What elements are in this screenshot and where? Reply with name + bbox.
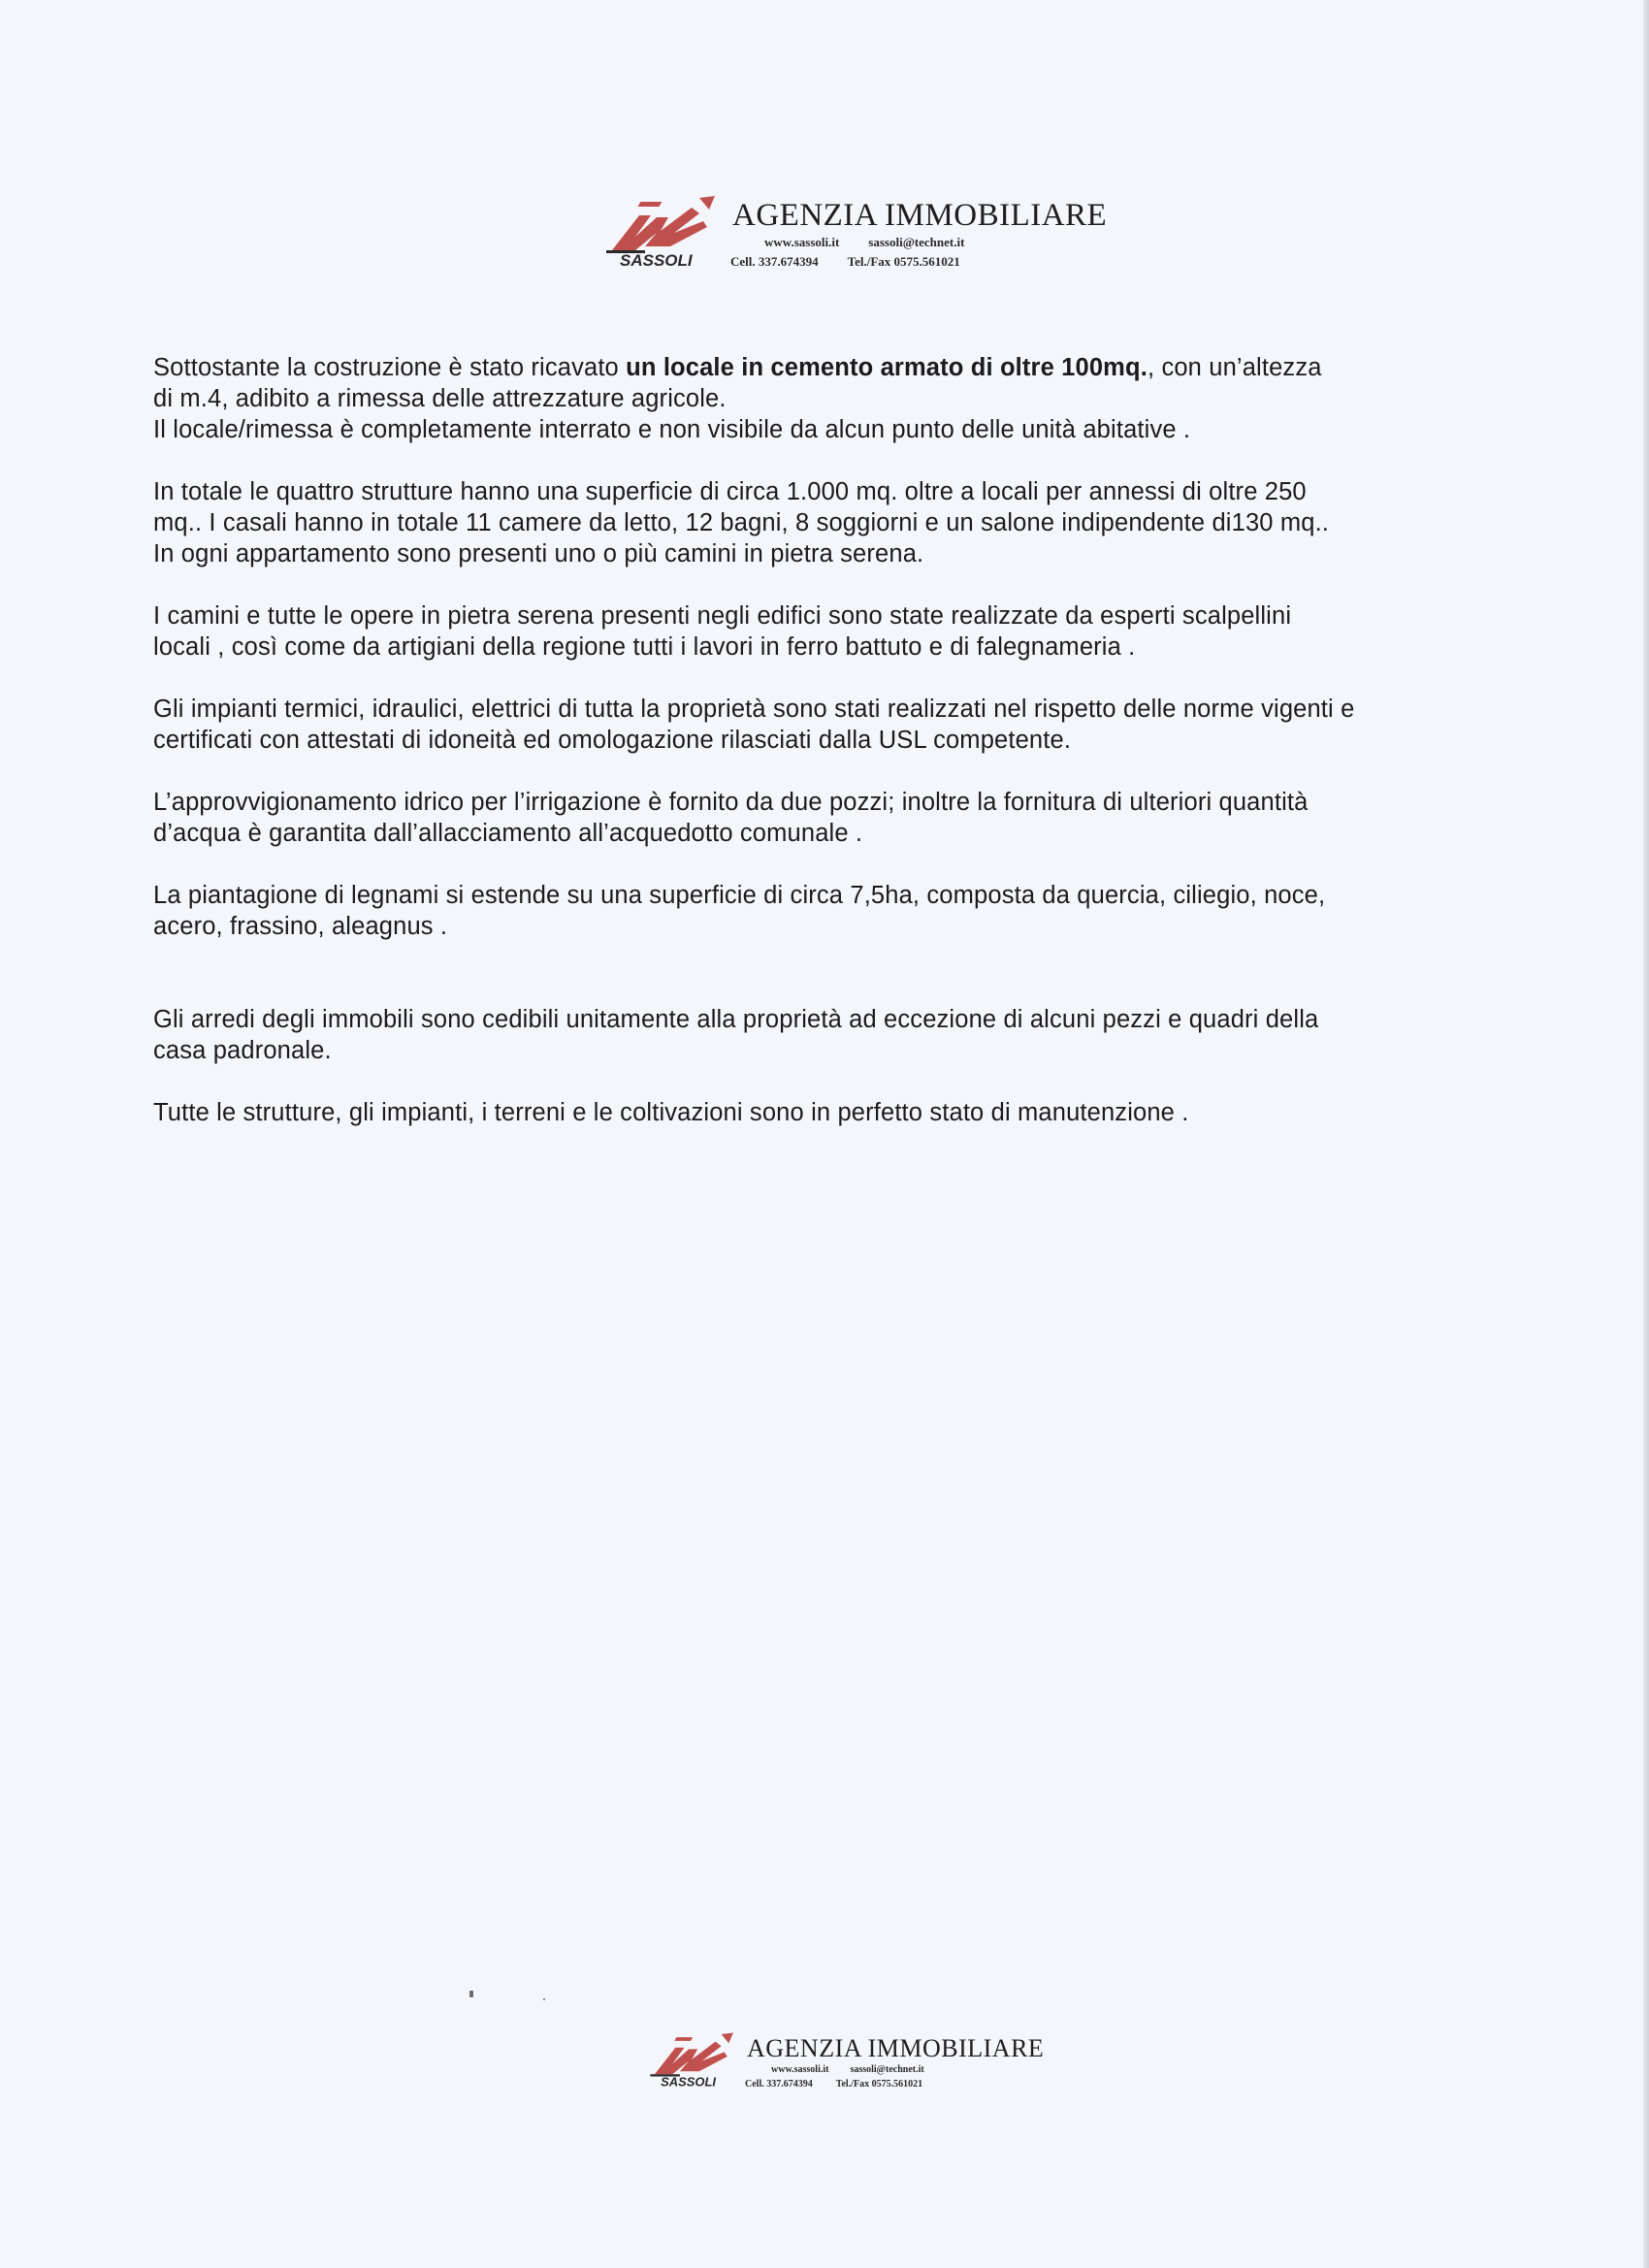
contact-row-web xyxy=(764,235,1107,250)
p6-line2: acero, frassino, aleagnus . xyxy=(153,913,448,940)
p6-line1: La piantagione di legnami si estende su una superficie di circa 7,5ha, composta da quercia, ciliegio, noce, xyxy=(153,882,1326,909)
website-link: www.sassoli.it xyxy=(764,235,840,249)
letterhead-top xyxy=(606,194,1107,270)
p3-line1: I camini e tutte le opere in pietra serena presenti negli edifici sono state realizzate da esperti scalpellini xyxy=(153,602,1292,630)
contact-row-web xyxy=(771,2064,1044,2075)
agency-name: AGENZIA IMMOBILIARE xyxy=(747,2034,1045,2062)
p1-line1 xyxy=(153,352,1463,383)
p1-line1-bold: un locale in cemento armato di oltre 100mq. xyxy=(626,354,1148,381)
scan-edge xyxy=(1643,0,1649,2268)
telfax-number: Tel./Fax 0575.561021 xyxy=(835,2079,923,2090)
p2-line1: In totale le quattro strutture hanno una superficie di circa 1.000 mq. oltre a locali per annessi di oltre 250 xyxy=(153,478,1307,505)
document-body xyxy=(153,352,1463,1128)
p4-line2: certificati con attestati di idoneità ed omologazione rilasciati dalla USL competente. xyxy=(153,727,1072,754)
scan-speck xyxy=(543,1998,545,2000)
agency-name: AGENZIA IMMOBILIARE xyxy=(732,198,1108,233)
p2-line2: mq.. I casali hanno in totale 11 camere da letto, 12 bagni, 8 soggiorni e un salone indipendente di130 mq.. xyxy=(153,509,1330,536)
p1-line2: di m.4, adibito a rimessa delle attrezzature agricole. xyxy=(153,385,727,412)
email-link: sassoli@technet.it xyxy=(850,2064,924,2075)
logo-wordmark: SASSOLI xyxy=(661,2074,717,2088)
cell-number: Cell. 337.674394 xyxy=(745,2079,813,2090)
email-link: sassoli@technet.it xyxy=(868,235,965,249)
sassoli-logo-icon xyxy=(606,194,732,268)
letterhead-info xyxy=(732,194,1107,270)
p1-line1-a: Sottostante la costruzione è stato ricavato xyxy=(153,354,627,381)
p5-line2: d’acqua è garantita dall’allacciamento all’acquedotto comunale . xyxy=(153,820,863,847)
p7-line2: casa padronale. xyxy=(153,1037,332,1064)
p2-line3: In ogni appartamento sono presenti uno o più camini in pietra serena. xyxy=(153,540,924,567)
p7-line1: Gli arredi degli immobili sono cedibili unitamente alla proprietà ad eccezione di alcuni pezzi e quadri della xyxy=(153,1006,1319,1033)
scan-speck xyxy=(469,1991,473,1997)
logo-wordmark: SASSOLI xyxy=(620,251,693,268)
p1-line3: Il locale/rimessa è completamente interrato e non visibile da alcun punto delle unità abitative . xyxy=(153,416,1191,443)
website-link: www.sassoli.it xyxy=(771,2064,829,2075)
telfax-number: Tel./Fax 0575.561021 xyxy=(847,254,960,269)
p4-line1: Gli impianti termici, idraulici, elettrici di tutta la proprietà sono stati realizzati nel rispetto delle norme vigenti e xyxy=(153,696,1355,723)
sassoli-logo-icon xyxy=(650,2031,747,2088)
letterhead-bottom xyxy=(650,2031,1044,2090)
cell-number: Cell. 337.674394 xyxy=(730,254,819,269)
p8-line1: Tutte le strutture, gli impianti, i terreni e le coltivazioni sono in perfetto stato di manutenzione . xyxy=(153,1099,1189,1126)
p5-line1: L’approvvigionamento idrico per l’irrigazione è fornito da due pozzi; inoltre la fornitura di ulteriori quantità xyxy=(153,789,1309,816)
contact-row-phone xyxy=(730,254,1107,270)
p3-line2: locali , così come da artigiani della regione tutti i lavori in ferro battuto e di falegnameria . xyxy=(153,633,1136,661)
letterhead-info xyxy=(747,2031,1044,2090)
p1-line1-c: , con un’altezza xyxy=(1147,354,1322,381)
contact-row-phone xyxy=(745,2079,1044,2090)
